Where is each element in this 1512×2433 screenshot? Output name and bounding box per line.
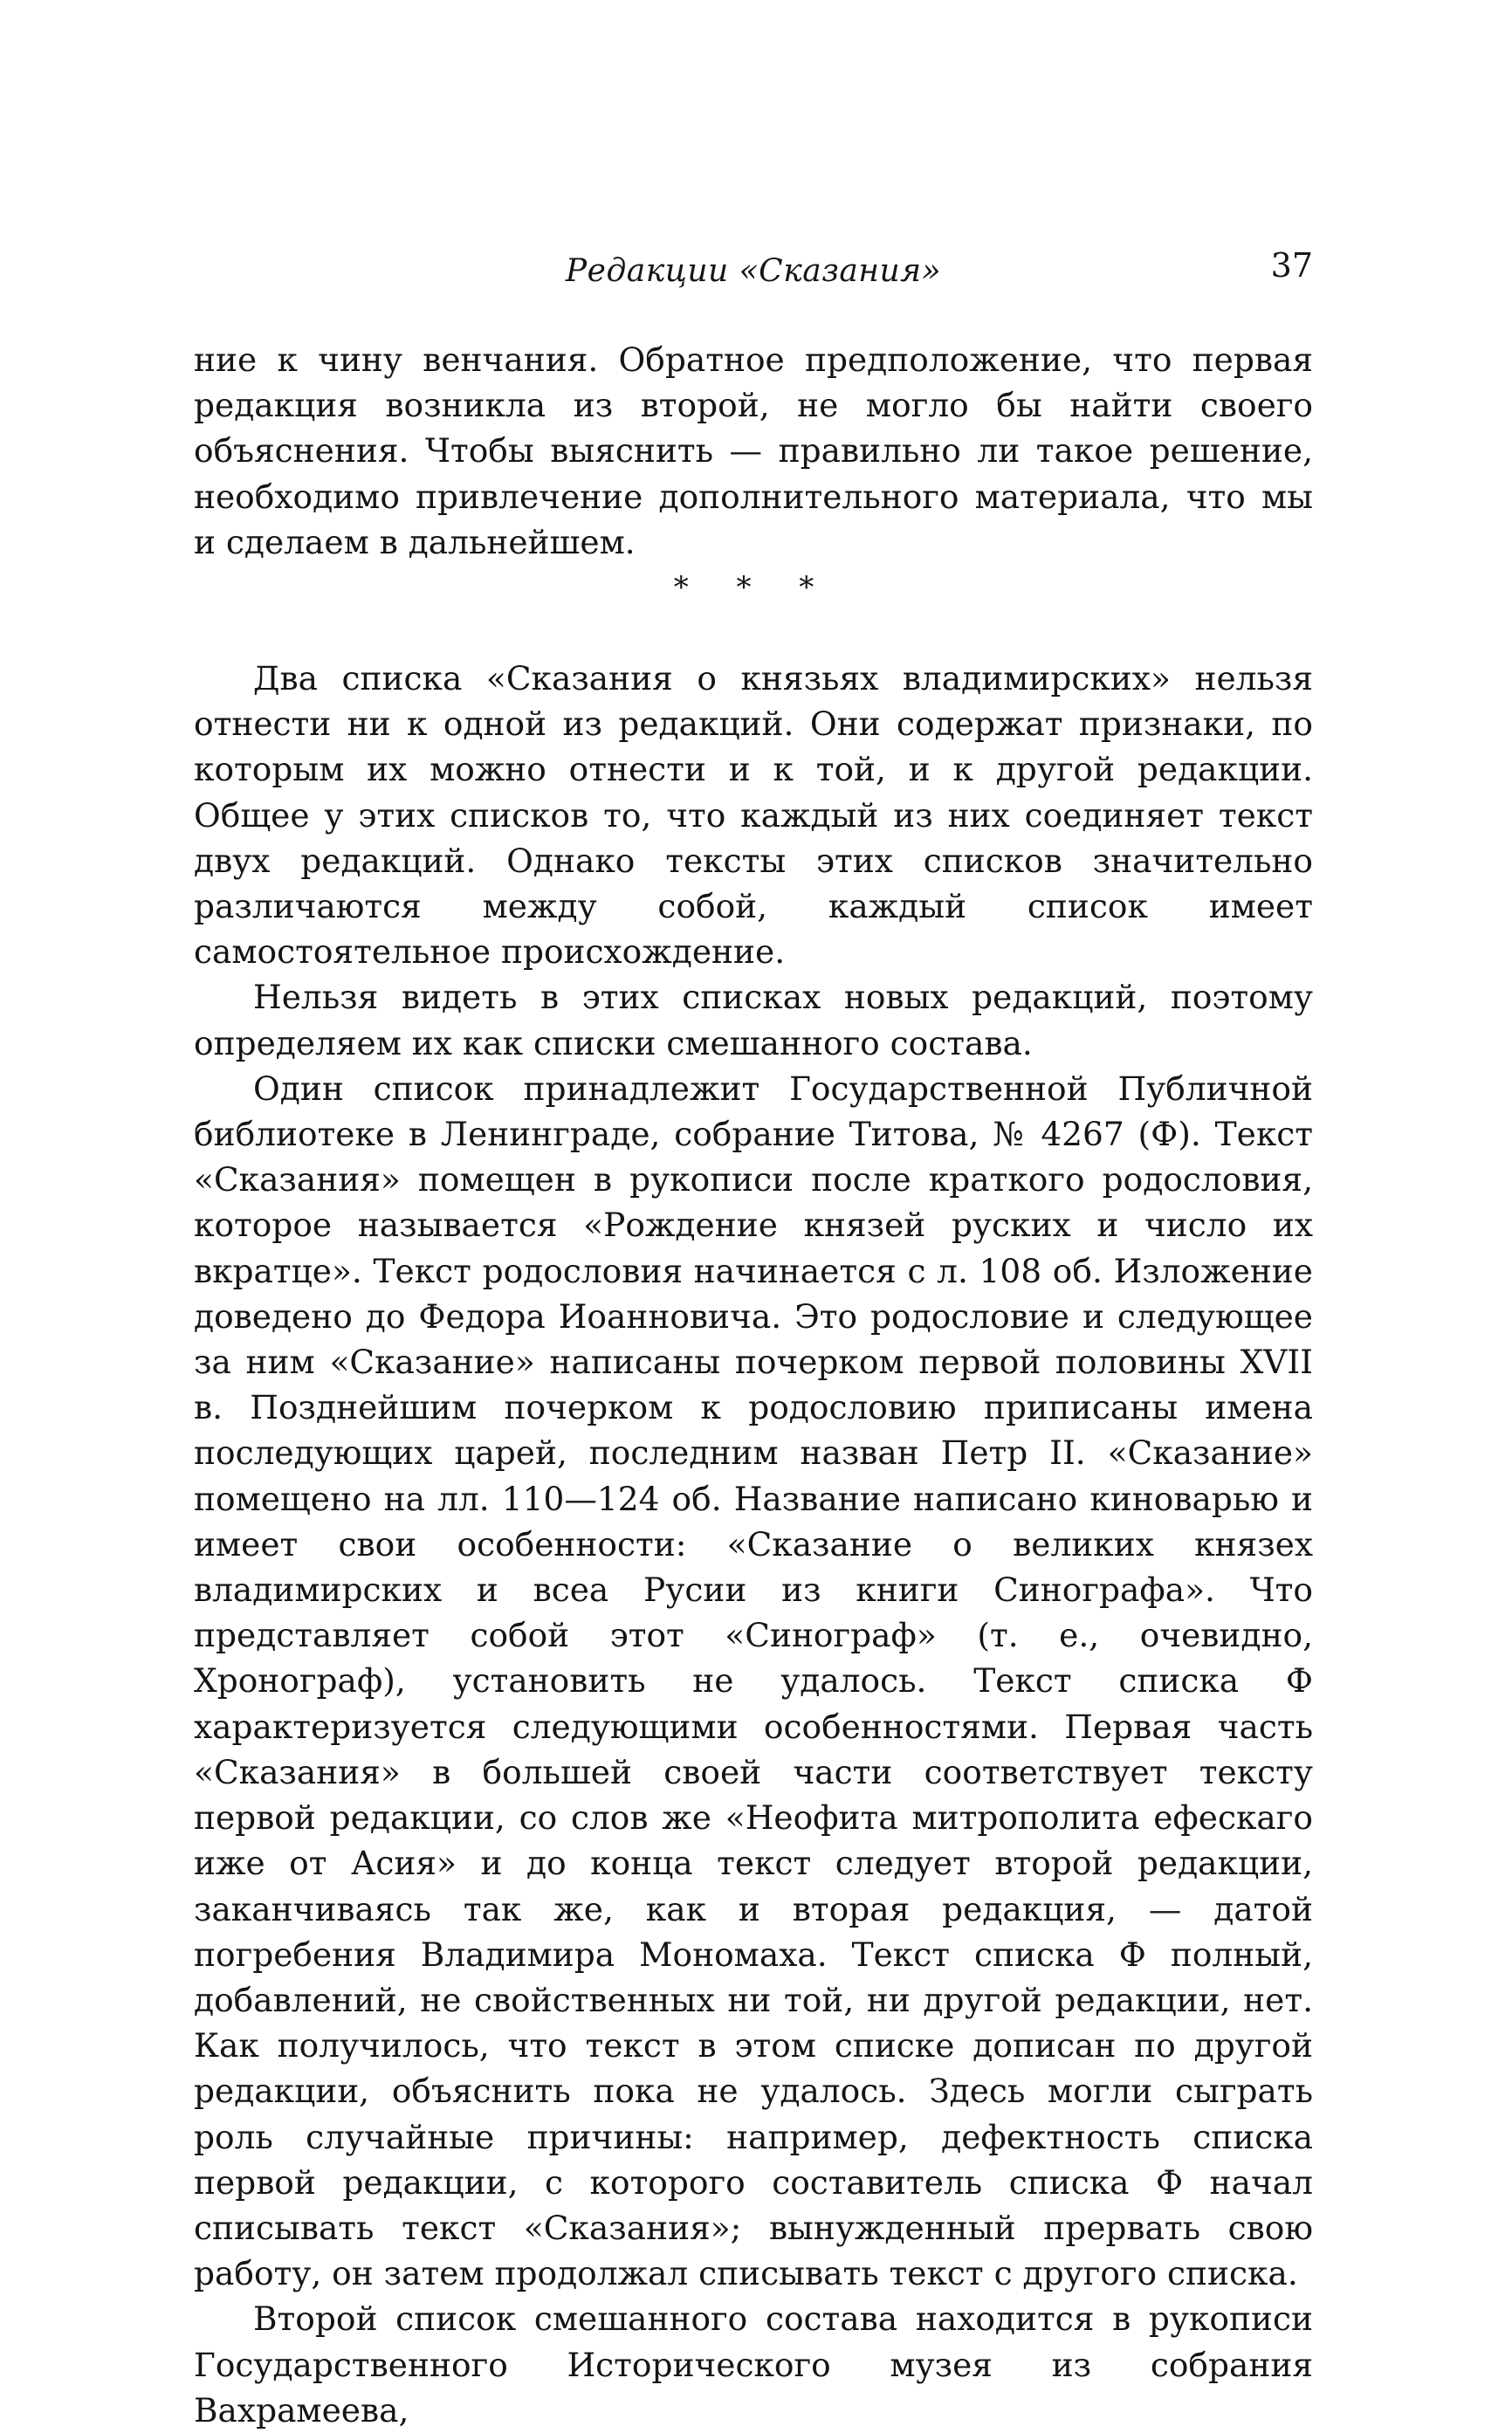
running-title: Редакции «Сказания» bbox=[565, 253, 942, 289]
paragraph-continued: ние к чину венчания. Обратное предположение, что первая редакция возникла из второй, не могло бы найти своего объяснения. Чтобы выяснить — правильно ли такое решение, необходимо привлечение дополнительного материала, что мы и сделаем в дальнейшем. bbox=[194, 340, 1313, 561]
body-text bbox=[194, 337, 1313, 2433]
page-number: 37 bbox=[1270, 246, 1313, 285]
paragraph: Второй список смешанного состава находится в рукописи Государственного Исторического музея из собрания Вахрамеева, bbox=[194, 2299, 1313, 2430]
book-page bbox=[194, 0, 1313, 2430]
paragraph: Нельзя видеть в этих списках новых редакций, поэтому определяем их как списки смешанного состава. bbox=[194, 978, 1313, 1062]
section-separator: * * * bbox=[673, 570, 834, 606]
paragraph: Два списка «Сказания о князьях владимирских» нельзя отнести ни к одной из редакций. Они содержат признаки, по которым их можно отнести и к той, и к другой редакции. Общее у этих списков то, что каждый из них соединяет текст двух редакций. Однако тексты этих списков значительно различаются между собой, каждый список имеет самостоятельное происхождение. bbox=[194, 659, 1313, 972]
paragraph: Один список принадлежит Государственной Публичной библиотеке в Ленинграде, собрание Титова, № 4267 (Ф). Текст «Сказания» помещен в рукописи после краткого родословия, которое называется «Рождение князей руских и число их вкратце». Текст родословия начинается с л. 108 об. Изложение доведено до Федора Иоанновича. Это родословие и следующее за ним «Сказание» написаны почерком первой половины XVII в. Позднейшим почерком к родословию приписаны имена последующих царей, последним назван Петр II. «Сказание» помещено на лл. 110—124 об. Название написано киноварью и имеет свои особенности: «Сказание о великих князех владимирских и всеа Русии из книги Синографа». Что представляет собой этот «Синограф» (т. е., очевидно, Хронограф), установить не удалось. Текст списка Ф характеризуется следующими особенностями. Первая часть «Сказания» в большей своей части соответствует тексту первой редакции, со слов же «Неофита митрополита ефескаго иже от Асия» и до конца текст следует второй редакции, заканчиваясь так же, как и вторая редакция, — датой погребения Владимира Мономаха. Текст списка Ф полный, добавлений, не свойственных ни той, ни другой редакции, нет. Как получилось, что текст в этом списке дописан по другой редакции, объяснить пока не удалось. Здесь могли сыграть роль случайные причины: например, дефектность списка первой редакции, с которого составитель списка Ф начал списывать текст «Сказания»; вынужденный прервать свою работу, он затем продолжал списывать текст с другого списка. bbox=[194, 1069, 1313, 2293]
running-head bbox=[194, 246, 1313, 299]
